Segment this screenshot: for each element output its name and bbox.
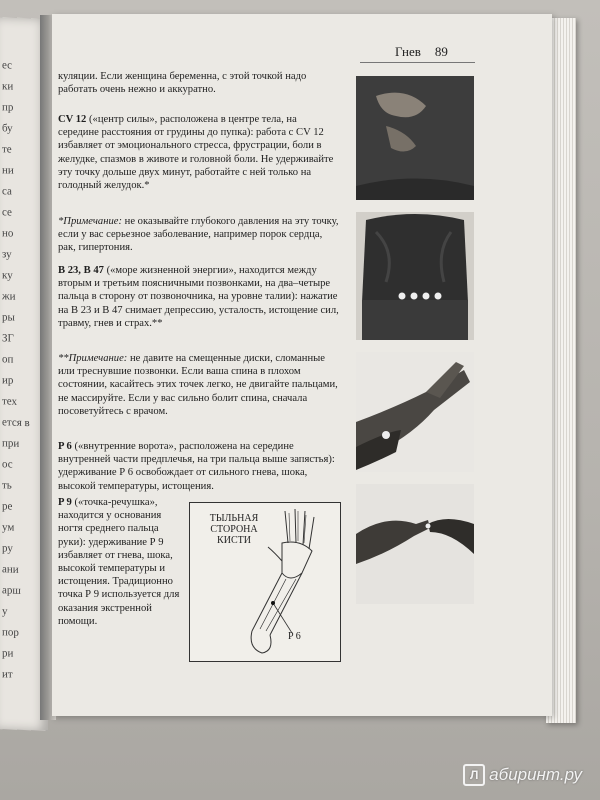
left-page-fragment: те (2, 143, 12, 156)
p6-term: P 6 (58, 441, 72, 452)
p9-paragraph (58, 496, 184, 628)
cv12-term: CV 12 (58, 114, 87, 125)
hand-diagram-label: P 6 (288, 631, 301, 642)
left-page-fragment: ется в (2, 416, 30, 430)
hand-diagram-caption: ТЫЛЬНАЯ СТОРОНА КИСТИ (209, 513, 259, 546)
left-page-fragment: у (2, 605, 8, 618)
left-page-fragment: пор (2, 626, 19, 639)
b23-text: («море жизненной энергии», находится между вторым и третьим поясничными позвонками, на два–четыре пальца в сторону от позвоночника, на уровне талии): нажатие на В 23 и В 47 снимает депрессию, усталость, истощение сил, травму, гнев и страх.** (58, 265, 339, 329)
b23-paragraph (58, 264, 340, 330)
cv12-text: («центр силы», расположена в центре тела, на середине расстояния от грудины до пупка): работа с CV 12 избавляет от эмоционального стресса, фрустрации, боли в желудке, спазмов в животе и головной боли. Не удерживайте эту точку дольше двух минут, работайте с ней только на голодный желудок.* (58, 114, 334, 192)
left-page-fragment: но (2, 227, 14, 240)
watermark-text: абиринт.ру (489, 765, 582, 784)
left-page-fragment: ры (2, 311, 15, 324)
left-page-fragment: ть (2, 479, 12, 492)
note-1 (58, 215, 340, 255)
left-page-fragment: тех (2, 395, 18, 408)
left-page-fragment: ни (2, 164, 14, 177)
hand-diagram (189, 502, 341, 662)
note1-label: *Примечание: (58, 216, 122, 227)
photo-cv12 (356, 76, 474, 200)
left-page-fragment: ЗГ (2, 332, 14, 345)
p9-term: P 9 (58, 497, 72, 508)
photo-p9 (356, 484, 474, 604)
intro-paragraph: куляции. Если женщина беременна, с этой точкой надо работать очень нежно и аккуратно. (58, 71, 307, 96)
left-page-fragment: ки (2, 80, 14, 93)
page-number: 89 (434, 44, 448, 59)
note2-label: **Примечание: (58, 353, 128, 364)
note1-text: не оказывайте глубокого давления на эту точку, если у вас серьезное заболевание, например порок сердца, рак, гипертония. (58, 216, 339, 254)
chapter-title: Гнев (395, 44, 421, 59)
p9-emergency-text: Традиционно точка Р 9 используется для оказания экстренной помощи. (58, 576, 180, 627)
running-header (395, 44, 448, 60)
p6-paragraph (58, 440, 340, 493)
left-page-fragment: ир (2, 374, 14, 387)
p6-text: («внутренние ворота», расположена на середине внутренней части предплечья, на три пальца выше запястья): удерживание Р 6 освобождает от сильного гнева, шока, высокой температуры, истощения. (58, 441, 335, 492)
left-page-fragment: арш (2, 584, 21, 597)
cv12-paragraph (58, 113, 340, 192)
labirint-logo-icon: Л (463, 764, 485, 786)
photo-p6 (356, 352, 474, 472)
header-rule (360, 62, 475, 63)
b23-term: B 23, B 47 (58, 265, 104, 276)
left-page-fragment: зу (2, 248, 12, 261)
left-page-fragment: ри (2, 647, 14, 660)
left-page-fragment: ре (2, 500, 13, 513)
left-page-fragment: ку (2, 269, 13, 282)
note-2 (58, 352, 340, 418)
left-page-fragment: при (2, 437, 20, 450)
left-page-fragment: ум (2, 521, 15, 534)
left-page-fragment: ани (2, 563, 19, 576)
photo-b23 (356, 212, 474, 340)
left-page-fragment: ит (2, 668, 13, 681)
left-page-fragment: оп (2, 353, 14, 366)
left-page-fragment: са (2, 185, 12, 198)
left-page-fragment: пр (2, 101, 14, 114)
note2-text: не давите на смещенные диски, сломанные или треснувшие позвонки. Если ваша спина в плохом состоянии, касайтесь этих точек легко, не двигайте пальцами, не массируйте. Если у вас сильно болит спина, сначала посоветуйтесь с врачом. (58, 353, 338, 417)
left-page-fragment: ру (2, 542, 13, 555)
left-page-fragment: ос (2, 458, 13, 471)
left-page-fragment: жи (2, 290, 16, 303)
labirint-watermark (463, 764, 582, 786)
p9-text: («точка-речушка», находится у основания ногтя среднего пальца руки): удерживание Р 9 избавляет от гнева, шока, высокой температуры и истощения. (58, 497, 173, 588)
left-page-fragment: ес (2, 59, 13, 72)
left-page-fragment: бу (2, 122, 13, 135)
left-page-fragment: се (2, 206, 12, 219)
